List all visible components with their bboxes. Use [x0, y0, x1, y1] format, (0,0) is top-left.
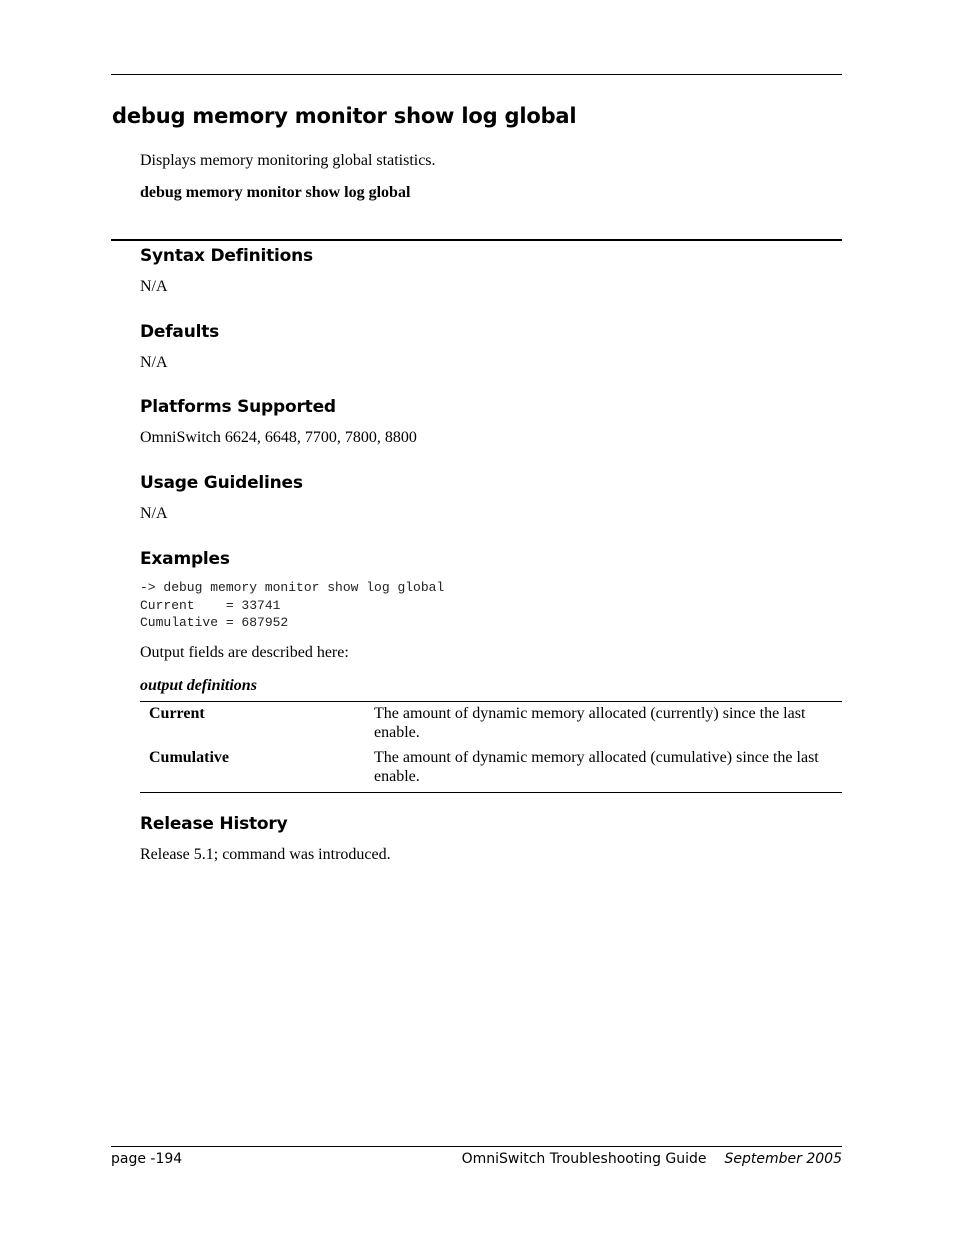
output-intro: Output fields are described here:: [140, 644, 349, 661]
defaults-heading: Defaults: [140, 322, 220, 342]
table-caption: output definitions: [140, 677, 257, 694]
command-syntax: debug memory monitor show log global: [140, 184, 411, 201]
guide-title: OmniSwitch Troubleshooting Guide: [461, 1151, 707, 1167]
footer-rule: [111, 1146, 842, 1147]
field-name: Cumulative: [149, 749, 229, 766]
release-history-heading: Release History: [140, 814, 288, 834]
platforms-heading: Platforms Supported: [140, 397, 336, 417]
examples-heading: Examples: [140, 549, 230, 569]
table-row: [140, 748, 842, 793]
output-definitions-table: [140, 701, 842, 793]
field-description: The amount of dynamic memory allocated (currently) since the last enable.: [374, 705, 806, 741]
usage-text: N/A: [140, 505, 168, 522]
table-row: [140, 702, 842, 749]
page-number: page -194: [111, 1151, 183, 1167]
field-description: The amount of dynamic memory allocated (cumulative) since the last enable.: [374, 749, 819, 785]
syntax-definitions-text: N/A: [140, 278, 168, 295]
section-rule: [111, 239, 842, 241]
syntax-definitions-heading: Syntax Definitions: [140, 246, 313, 266]
field-name: Current: [149, 705, 205, 722]
page-title: debug memory monitor show log global: [112, 104, 577, 128]
release-history-text: Release 5.1; command was introduced.: [140, 846, 391, 863]
example-code-block: [140, 579, 444, 632]
code-line: Current = 33741: [140, 597, 281, 613]
code-line: Cumulative = 687952: [140, 615, 289, 630]
platforms-text: OmniSwitch 6624, 6648, 7700, 7800, 8800: [140, 429, 417, 446]
code-line: -> debug memory monitor show log global: [140, 580, 445, 595]
publication-date: September 2005: [724, 1151, 842, 1167]
top-rule: [111, 74, 842, 75]
defaults-text: N/A: [140, 354, 168, 371]
usage-heading: Usage Guidelines: [140, 473, 303, 493]
command-description: Displays memory monitoring global statistics.: [140, 152, 436, 169]
footer-guide-info: [462, 1151, 842, 1167]
